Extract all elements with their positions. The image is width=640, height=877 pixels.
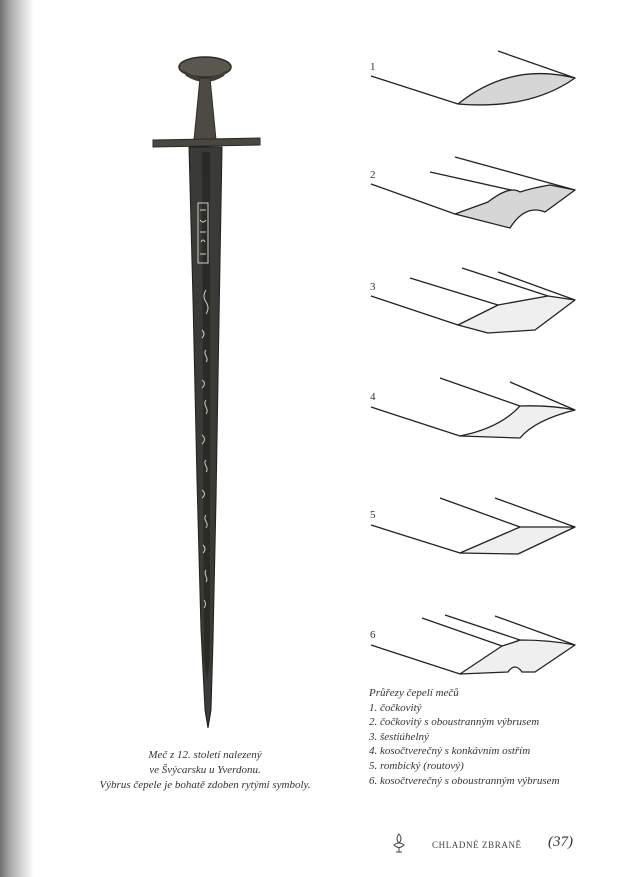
caption-line-3: Výbrus čepele je bohatě zdoben rytými symboly. — [99, 779, 311, 791]
caption-line-2: ve Švýcarsku u Yverdonu. — [149, 764, 261, 776]
legend-item-4: 4. kosočtverečný s konkávním ostřím — [369, 745, 531, 758]
sword-crossguard — [153, 138, 260, 147]
legend-item-6: 6. kosočtverečný s oboustranným výbrusem — [369, 774, 560, 787]
diagram-2 — [370, 157, 575, 228]
caption-line-1: Meč z 12. století nalezený — [148, 749, 262, 761]
cross-section-legend — [369, 686, 629, 788]
diagram-number-2: 2 — [370, 169, 376, 181]
diagram-number-3: 3 — [370, 281, 376, 293]
legend-item-3: 3. šestiúhelný — [369, 730, 429, 743]
legend-title: Průřezy čepelí mečů — [369, 687, 459, 699]
diagram-1 — [370, 51, 575, 105]
page-footer — [392, 833, 592, 857]
footer-section-title: CHLADNÉ ZBRANĚ — [432, 840, 522, 850]
page-number: (37) — [548, 834, 573, 850]
diagram-6 — [370, 615, 575, 674]
legend-item-5: 5. rombický (routový) — [369, 759, 464, 772]
diagram-number-4: 4 — [370, 391, 376, 403]
diagram-number-1: 1 — [370, 61, 376, 73]
sword-illustration — [140, 40, 280, 740]
diagram-4 — [370, 378, 575, 438]
diagram-number-6: 6 — [370, 629, 376, 641]
legend-item-1: 1. čočkovitý — [369, 701, 422, 714]
sword-caption — [70, 748, 340, 793]
diagram-5 — [370, 498, 575, 554]
page-binding-shadow — [0, 0, 34, 877]
diagram-3 — [370, 268, 575, 333]
ornament-icon — [392, 833, 406, 853]
blade-cross-section-diagrams — [360, 40, 590, 680]
sword-grip — [194, 78, 216, 140]
diagram-number-5: 5 — [370, 509, 376, 521]
legend-item-2: 2. čočkovitý s oboustranným výbrusem — [369, 716, 540, 729]
